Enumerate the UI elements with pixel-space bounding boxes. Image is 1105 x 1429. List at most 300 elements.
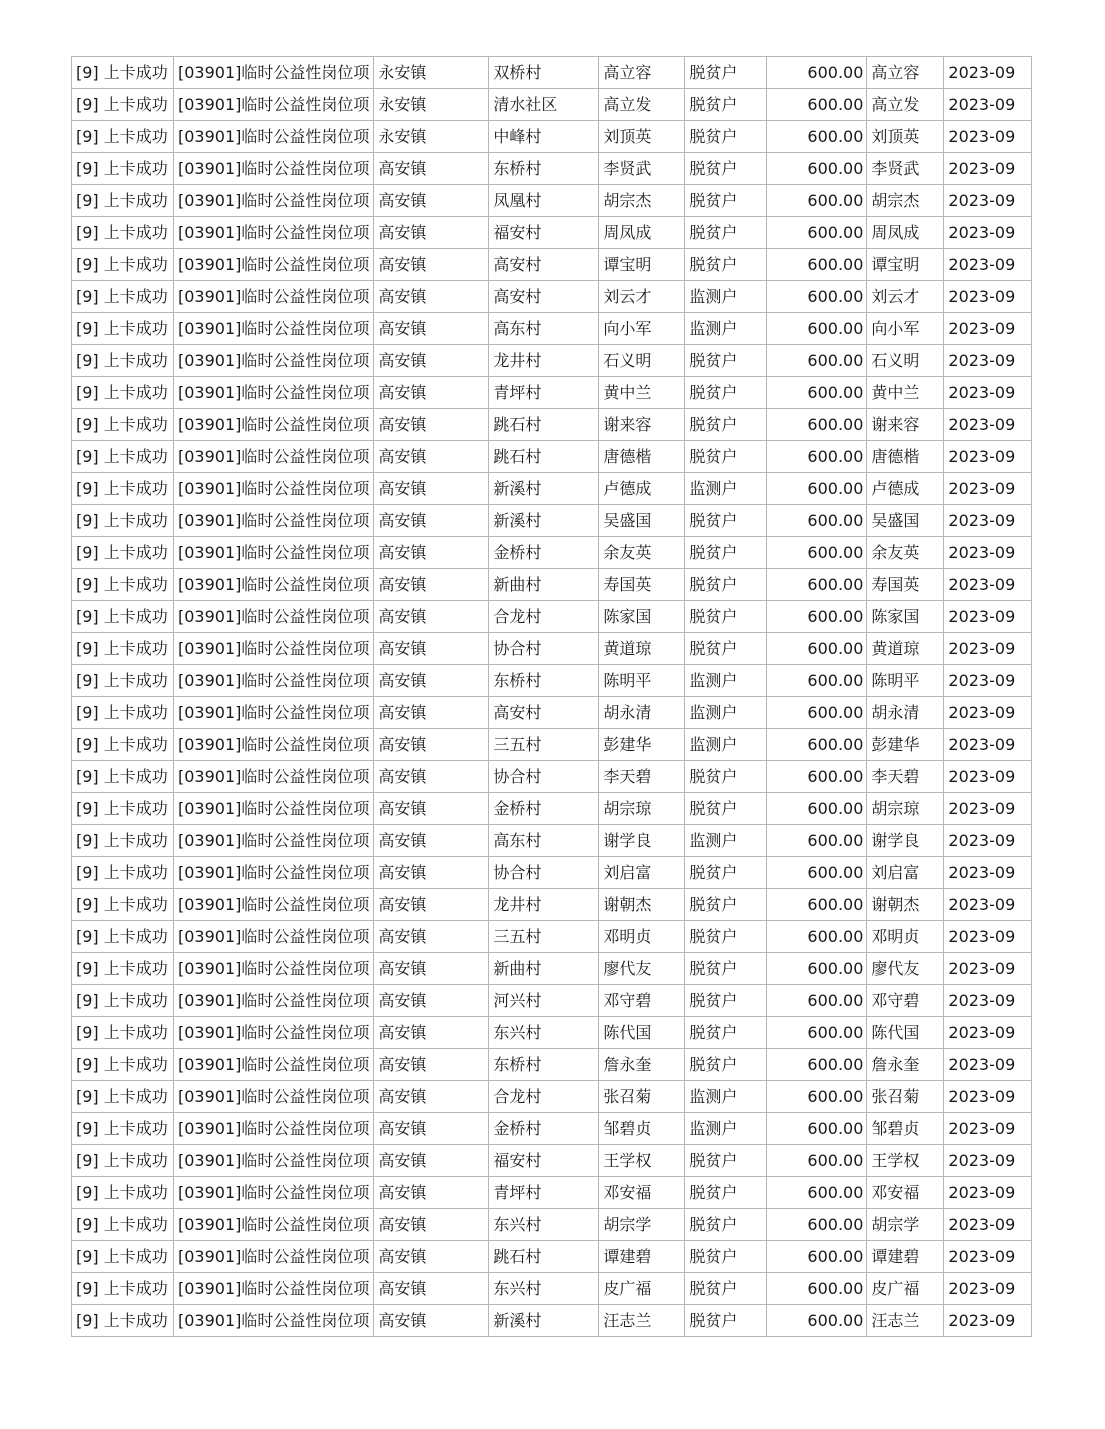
- amount-cell: 600.00: [767, 1145, 867, 1177]
- payee-cell: 汪志兰: [867, 1305, 944, 1337]
- period-cell: 2023-09: [944, 345, 1032, 377]
- town-cell: 高安镇: [374, 1017, 489, 1049]
- payee-cell: 邓明贞: [867, 921, 944, 953]
- village-cell: 东兴村: [489, 1273, 599, 1305]
- table-row: [72, 857, 1032, 889]
- payee-cell: 胡宗学: [867, 1209, 944, 1241]
- person-cell: 刘启富: [599, 857, 685, 889]
- household-type-cell: 监测户: [685, 665, 767, 697]
- status-cell: [9] 上卡成功: [72, 441, 174, 473]
- payee-cell: 高立容: [867, 57, 944, 89]
- status-cell: [9] 上卡成功: [72, 857, 174, 889]
- household-type-cell: 监测户: [685, 825, 767, 857]
- amount-cell: 600.00: [767, 121, 867, 153]
- project-cell: [03901]临时公益性岗位项: [174, 281, 374, 313]
- table-row: [72, 537, 1032, 569]
- town-cell: 高安镇: [374, 1081, 489, 1113]
- amount-cell: 600.00: [767, 921, 867, 953]
- amount-cell: 600.00: [767, 985, 867, 1017]
- town-cell: 高安镇: [374, 345, 489, 377]
- table-row: [72, 441, 1032, 473]
- project-cell: [03901]临时公益性岗位项: [174, 1241, 374, 1273]
- table-body: [72, 57, 1032, 1337]
- project-cell: [03901]临时公益性岗位项: [174, 761, 374, 793]
- table-row: [72, 1017, 1032, 1049]
- status-cell: [9] 上卡成功: [72, 761, 174, 793]
- village-cell: 协合村: [489, 633, 599, 665]
- status-cell: [9] 上卡成功: [72, 1209, 174, 1241]
- table-row: [72, 473, 1032, 505]
- person-cell: 汪志兰: [599, 1305, 685, 1337]
- payee-cell: 周凤成: [867, 217, 944, 249]
- period-cell: 2023-09: [944, 313, 1032, 345]
- status-cell: [9] 上卡成功: [72, 665, 174, 697]
- person-cell: 邓明贞: [599, 921, 685, 953]
- town-cell: 高安镇: [374, 729, 489, 761]
- town-cell: 高安镇: [374, 953, 489, 985]
- payee-cell: 谢来容: [867, 409, 944, 441]
- amount-cell: 600.00: [767, 857, 867, 889]
- project-cell: [03901]临时公益性岗位项: [174, 793, 374, 825]
- village-cell: 跳石村: [489, 1241, 599, 1273]
- amount-cell: 600.00: [767, 377, 867, 409]
- payee-cell: 詹永奎: [867, 1049, 944, 1081]
- amount-cell: 600.00: [767, 665, 867, 697]
- payee-cell: 陈明平: [867, 665, 944, 697]
- town-cell: 高安镇: [374, 1273, 489, 1305]
- period-cell: 2023-09: [944, 505, 1032, 537]
- town-cell: 高安镇: [374, 153, 489, 185]
- table-row: [72, 729, 1032, 761]
- period-cell: 2023-09: [944, 537, 1032, 569]
- village-cell: 新溪村: [489, 1305, 599, 1337]
- town-cell: 永安镇: [374, 89, 489, 121]
- project-cell: [03901]临时公益性岗位项: [174, 153, 374, 185]
- town-cell: 高安镇: [374, 441, 489, 473]
- town-cell: 高安镇: [374, 921, 489, 953]
- village-cell: 双桥村: [489, 57, 599, 89]
- town-cell: 高安镇: [374, 569, 489, 601]
- household-type-cell: 监测户: [685, 281, 767, 313]
- status-cell: [9] 上卡成功: [72, 89, 174, 121]
- status-cell: [9] 上卡成功: [72, 153, 174, 185]
- payee-cell: 彭建华: [867, 729, 944, 761]
- person-cell: 周凤成: [599, 217, 685, 249]
- village-cell: 东兴村: [489, 1017, 599, 1049]
- payee-cell: 胡宗琼: [867, 793, 944, 825]
- person-cell: 胡永清: [599, 697, 685, 729]
- village-cell: 金桥村: [489, 1113, 599, 1145]
- village-cell: 龙井村: [489, 889, 599, 921]
- status-cell: [9] 上卡成功: [72, 1049, 174, 1081]
- table-row: [72, 505, 1032, 537]
- table-row: [72, 985, 1032, 1017]
- person-cell: 刘顶英: [599, 121, 685, 153]
- status-cell: [9] 上卡成功: [72, 729, 174, 761]
- payee-cell: 刘顶英: [867, 121, 944, 153]
- payee-cell: 谭宝明: [867, 249, 944, 281]
- project-cell: [03901]临时公益性岗位项: [174, 569, 374, 601]
- amount-cell: 600.00: [767, 217, 867, 249]
- household-type-cell: 脱贫户: [685, 441, 767, 473]
- amount-cell: 600.00: [767, 1241, 867, 1273]
- household-type-cell: 监测户: [685, 697, 767, 729]
- payee-cell: 吴盛国: [867, 505, 944, 537]
- project-cell: [03901]临时公益性岗位项: [174, 505, 374, 537]
- amount-cell: 600.00: [767, 1177, 867, 1209]
- project-cell: [03901]临时公益性岗位项: [174, 345, 374, 377]
- amount-cell: 600.00: [767, 1017, 867, 1049]
- town-cell: 高安镇: [374, 537, 489, 569]
- table-row: [72, 345, 1032, 377]
- household-type-cell: 脱贫户: [685, 1209, 767, 1241]
- household-type-cell: 脱贫户: [685, 953, 767, 985]
- table-row: [72, 921, 1032, 953]
- table-row: [72, 153, 1032, 185]
- person-cell: 陈明平: [599, 665, 685, 697]
- person-cell: 李贤武: [599, 153, 685, 185]
- status-cell: [9] 上卡成功: [72, 985, 174, 1017]
- payee-cell: 刘启富: [867, 857, 944, 889]
- village-cell: 新曲村: [489, 953, 599, 985]
- table-row: [72, 249, 1032, 281]
- town-cell: 高安镇: [374, 793, 489, 825]
- town-cell: 高安镇: [374, 633, 489, 665]
- table-row: [72, 761, 1032, 793]
- payee-cell: 廖代友: [867, 953, 944, 985]
- town-cell: 高安镇: [374, 217, 489, 249]
- person-cell: 胡宗杰: [599, 185, 685, 217]
- household-type-cell: 脱贫户: [685, 1177, 767, 1209]
- village-cell: 高安村: [489, 249, 599, 281]
- period-cell: 2023-09: [944, 1209, 1032, 1241]
- household-type-cell: 监测户: [685, 729, 767, 761]
- village-cell: 跳石村: [489, 441, 599, 473]
- household-type-cell: 监测户: [685, 1081, 767, 1113]
- amount-cell: 600.00: [767, 601, 867, 633]
- status-cell: [9] 上卡成功: [72, 57, 174, 89]
- household-type-cell: 脱贫户: [685, 569, 767, 601]
- village-cell: 合龙村: [489, 1081, 599, 1113]
- village-cell: 福安村: [489, 1145, 599, 1177]
- payee-cell: 李贤武: [867, 153, 944, 185]
- household-type-cell: 脱贫户: [685, 89, 767, 121]
- household-type-cell: 脱贫户: [685, 121, 767, 153]
- project-cell: [03901]临时公益性岗位项: [174, 601, 374, 633]
- status-cell: [9] 上卡成功: [72, 409, 174, 441]
- status-cell: [9] 上卡成功: [72, 569, 174, 601]
- town-cell: 高安镇: [374, 1145, 489, 1177]
- amount-cell: 600.00: [767, 281, 867, 313]
- project-cell: [03901]临时公益性岗位项: [174, 313, 374, 345]
- table-row: [72, 697, 1032, 729]
- period-cell: 2023-09: [944, 1081, 1032, 1113]
- amount-cell: 600.00: [767, 761, 867, 793]
- period-cell: 2023-09: [944, 729, 1032, 761]
- table-row: [72, 57, 1032, 89]
- table-row: [72, 601, 1032, 633]
- amount-cell: 600.00: [767, 473, 867, 505]
- project-cell: [03901]临时公益性岗位项: [174, 825, 374, 857]
- table-row: [72, 1081, 1032, 1113]
- status-cell: [9] 上卡成功: [72, 505, 174, 537]
- status-cell: [9] 上卡成功: [72, 217, 174, 249]
- project-cell: [03901]临时公益性岗位项: [174, 121, 374, 153]
- project-cell: [03901]临时公益性岗位项: [174, 729, 374, 761]
- status-cell: [9] 上卡成功: [72, 921, 174, 953]
- table-row: [72, 1049, 1032, 1081]
- village-cell: 清水社区: [489, 89, 599, 121]
- amount-cell: 600.00: [767, 153, 867, 185]
- village-cell: 合龙村: [489, 601, 599, 633]
- amount-cell: 600.00: [767, 409, 867, 441]
- person-cell: 向小军: [599, 313, 685, 345]
- amount-cell: 600.00: [767, 825, 867, 857]
- status-cell: [9] 上卡成功: [72, 1177, 174, 1209]
- town-cell: 高安镇: [374, 377, 489, 409]
- table-row: [72, 1145, 1032, 1177]
- town-cell: 高安镇: [374, 889, 489, 921]
- village-cell: 跳石村: [489, 409, 599, 441]
- amount-cell: 600.00: [767, 57, 867, 89]
- table-row: [72, 1209, 1032, 1241]
- project-cell: [03901]临时公益性岗位项: [174, 953, 374, 985]
- period-cell: 2023-09: [944, 409, 1032, 441]
- project-cell: [03901]临时公益性岗位项: [174, 857, 374, 889]
- household-type-cell: 脱贫户: [685, 249, 767, 281]
- project-cell: [03901]临时公益性岗位项: [174, 697, 374, 729]
- village-cell: 高东村: [489, 313, 599, 345]
- table-row: [72, 889, 1032, 921]
- person-cell: 刘云才: [599, 281, 685, 313]
- household-type-cell: 脱贫户: [685, 409, 767, 441]
- household-type-cell: 脱贫户: [685, 185, 767, 217]
- town-cell: 永安镇: [374, 121, 489, 153]
- household-type-cell: 监测户: [685, 313, 767, 345]
- person-cell: 皮广福: [599, 1273, 685, 1305]
- period-cell: 2023-09: [944, 57, 1032, 89]
- project-cell: [03901]临时公益性岗位项: [174, 409, 374, 441]
- table-row: [72, 217, 1032, 249]
- amount-cell: 600.00: [767, 89, 867, 121]
- table-row: [72, 313, 1032, 345]
- payee-cell: 向小军: [867, 313, 944, 345]
- payment-table: [71, 56, 1032, 1337]
- period-cell: 2023-09: [944, 1017, 1032, 1049]
- person-cell: 谢朝杰: [599, 889, 685, 921]
- town-cell: 高安镇: [374, 985, 489, 1017]
- period-cell: 2023-09: [944, 473, 1032, 505]
- status-cell: [9] 上卡成功: [72, 1145, 174, 1177]
- person-cell: 胡宗琼: [599, 793, 685, 825]
- village-cell: 高东村: [489, 825, 599, 857]
- project-cell: [03901]临时公益性岗位项: [174, 1177, 374, 1209]
- person-cell: 黄道琼: [599, 633, 685, 665]
- table-row: [72, 1273, 1032, 1305]
- person-cell: 石义明: [599, 345, 685, 377]
- status-cell: [9] 上卡成功: [72, 1081, 174, 1113]
- status-cell: [9] 上卡成功: [72, 825, 174, 857]
- household-type-cell: 脱贫户: [685, 1305, 767, 1337]
- person-cell: 余友英: [599, 537, 685, 569]
- household-type-cell: 脱贫户: [685, 633, 767, 665]
- table-row: [72, 281, 1032, 313]
- project-cell: [03901]临时公益性岗位项: [174, 633, 374, 665]
- project-cell: [03901]临时公益性岗位项: [174, 1049, 374, 1081]
- status-cell: [9] 上卡成功: [72, 1273, 174, 1305]
- table-row: [72, 569, 1032, 601]
- village-cell: 青坪村: [489, 1177, 599, 1209]
- town-cell: 高安镇: [374, 1113, 489, 1145]
- village-cell: 高安村: [489, 281, 599, 313]
- person-cell: 谭建碧: [599, 1241, 685, 1273]
- town-cell: 高安镇: [374, 473, 489, 505]
- town-cell: 高安镇: [374, 281, 489, 313]
- project-cell: [03901]临时公益性岗位项: [174, 1305, 374, 1337]
- period-cell: 2023-09: [944, 153, 1032, 185]
- person-cell: 黄中兰: [599, 377, 685, 409]
- payee-cell: 黄道琼: [867, 633, 944, 665]
- payee-cell: 卢德成: [867, 473, 944, 505]
- amount-cell: 600.00: [767, 441, 867, 473]
- household-type-cell: 脱贫户: [685, 793, 767, 825]
- person-cell: 谭宝明: [599, 249, 685, 281]
- project-cell: [03901]临时公益性岗位项: [174, 57, 374, 89]
- payee-cell: 皮广福: [867, 1273, 944, 1305]
- table-row: [72, 633, 1032, 665]
- household-type-cell: 脱贫户: [685, 1049, 767, 1081]
- person-cell: 谢来容: [599, 409, 685, 441]
- table-row: [72, 185, 1032, 217]
- person-cell: 谢学良: [599, 825, 685, 857]
- period-cell: 2023-09: [944, 1145, 1032, 1177]
- village-cell: 新曲村: [489, 569, 599, 601]
- project-cell: [03901]临时公益性岗位项: [174, 185, 374, 217]
- village-cell: 凤凰村: [489, 185, 599, 217]
- amount-cell: 600.00: [767, 313, 867, 345]
- person-cell: 李天碧: [599, 761, 685, 793]
- table-row: [72, 1177, 1032, 1209]
- household-type-cell: 脱贫户: [685, 345, 767, 377]
- person-cell: 胡宗学: [599, 1209, 685, 1241]
- project-cell: [03901]临时公益性岗位项: [174, 665, 374, 697]
- period-cell: 2023-09: [944, 1113, 1032, 1145]
- period-cell: 2023-09: [944, 793, 1032, 825]
- period-cell: 2023-09: [944, 377, 1032, 409]
- status-cell: [9] 上卡成功: [72, 249, 174, 281]
- table-row: [72, 1113, 1032, 1145]
- amount-cell: 600.00: [767, 345, 867, 377]
- period-cell: 2023-09: [944, 633, 1032, 665]
- period-cell: 2023-09: [944, 921, 1032, 953]
- status-cell: [9] 上卡成功: [72, 953, 174, 985]
- town-cell: 高安镇: [374, 857, 489, 889]
- payee-cell: 唐德楷: [867, 441, 944, 473]
- period-cell: 2023-09: [944, 761, 1032, 793]
- table-row: [72, 121, 1032, 153]
- village-cell: 福安村: [489, 217, 599, 249]
- period-cell: 2023-09: [944, 825, 1032, 857]
- household-type-cell: 脱贫户: [685, 377, 767, 409]
- town-cell: 高安镇: [374, 761, 489, 793]
- status-cell: [9] 上卡成功: [72, 601, 174, 633]
- project-cell: [03901]临时公益性岗位项: [174, 921, 374, 953]
- person-cell: 邹碧贞: [599, 1113, 685, 1145]
- payee-cell: 石义明: [867, 345, 944, 377]
- village-cell: 金桥村: [489, 793, 599, 825]
- household-type-cell: 脱贫户: [685, 1145, 767, 1177]
- village-cell: 三五村: [489, 921, 599, 953]
- amount-cell: 600.00: [767, 889, 867, 921]
- amount-cell: 600.00: [767, 537, 867, 569]
- household-type-cell: 脱贫户: [685, 761, 767, 793]
- table-row: [72, 825, 1032, 857]
- payee-cell: 胡永清: [867, 697, 944, 729]
- payee-cell: 陈代国: [867, 1017, 944, 1049]
- project-cell: [03901]临时公益性岗位项: [174, 1145, 374, 1177]
- person-cell: 邓守碧: [599, 985, 685, 1017]
- period-cell: 2023-09: [944, 857, 1032, 889]
- project-cell: [03901]临时公益性岗位项: [174, 537, 374, 569]
- period-cell: 2023-09: [944, 1241, 1032, 1273]
- household-type-cell: 监测户: [685, 473, 767, 505]
- amount-cell: 600.00: [767, 505, 867, 537]
- payee-cell: 刘云才: [867, 281, 944, 313]
- town-cell: 高安镇: [374, 665, 489, 697]
- person-cell: 唐德楷: [599, 441, 685, 473]
- town-cell: 高安镇: [374, 313, 489, 345]
- project-cell: [03901]临时公益性岗位项: [174, 1209, 374, 1241]
- period-cell: 2023-09: [944, 601, 1032, 633]
- person-cell: 高立容: [599, 57, 685, 89]
- payee-cell: 谢学良: [867, 825, 944, 857]
- amount-cell: 600.00: [767, 729, 867, 761]
- period-cell: 2023-09: [944, 185, 1032, 217]
- period-cell: 2023-09: [944, 1049, 1032, 1081]
- table-row: [72, 89, 1032, 121]
- village-cell: 三五村: [489, 729, 599, 761]
- household-type-cell: 脱贫户: [685, 505, 767, 537]
- table-row: [72, 1241, 1032, 1273]
- payee-cell: 李天碧: [867, 761, 944, 793]
- period-cell: 2023-09: [944, 953, 1032, 985]
- village-cell: 新溪村: [489, 473, 599, 505]
- town-cell: 高安镇: [374, 825, 489, 857]
- period-cell: 2023-09: [944, 1273, 1032, 1305]
- village-cell: 青坪村: [489, 377, 599, 409]
- town-cell: 高安镇: [374, 185, 489, 217]
- person-cell: 廖代友: [599, 953, 685, 985]
- household-type-cell: 脱贫户: [685, 857, 767, 889]
- status-cell: [9] 上卡成功: [72, 793, 174, 825]
- household-type-cell: 脱贫户: [685, 985, 767, 1017]
- town-cell: 高安镇: [374, 601, 489, 633]
- status-cell: [9] 上卡成功: [72, 1305, 174, 1337]
- amount-cell: 600.00: [767, 1209, 867, 1241]
- status-cell: [9] 上卡成功: [72, 377, 174, 409]
- payee-cell: 邓安福: [867, 1177, 944, 1209]
- household-type-cell: 监测户: [685, 1113, 767, 1145]
- payee-cell: 邓守碧: [867, 985, 944, 1017]
- person-cell: 詹永奎: [599, 1049, 685, 1081]
- status-cell: [9] 上卡成功: [72, 697, 174, 729]
- table-row: [72, 793, 1032, 825]
- table-row: [72, 377, 1032, 409]
- status-cell: [9] 上卡成功: [72, 281, 174, 313]
- period-cell: 2023-09: [944, 217, 1032, 249]
- person-cell: 卢德成: [599, 473, 685, 505]
- status-cell: [9] 上卡成功: [72, 1017, 174, 1049]
